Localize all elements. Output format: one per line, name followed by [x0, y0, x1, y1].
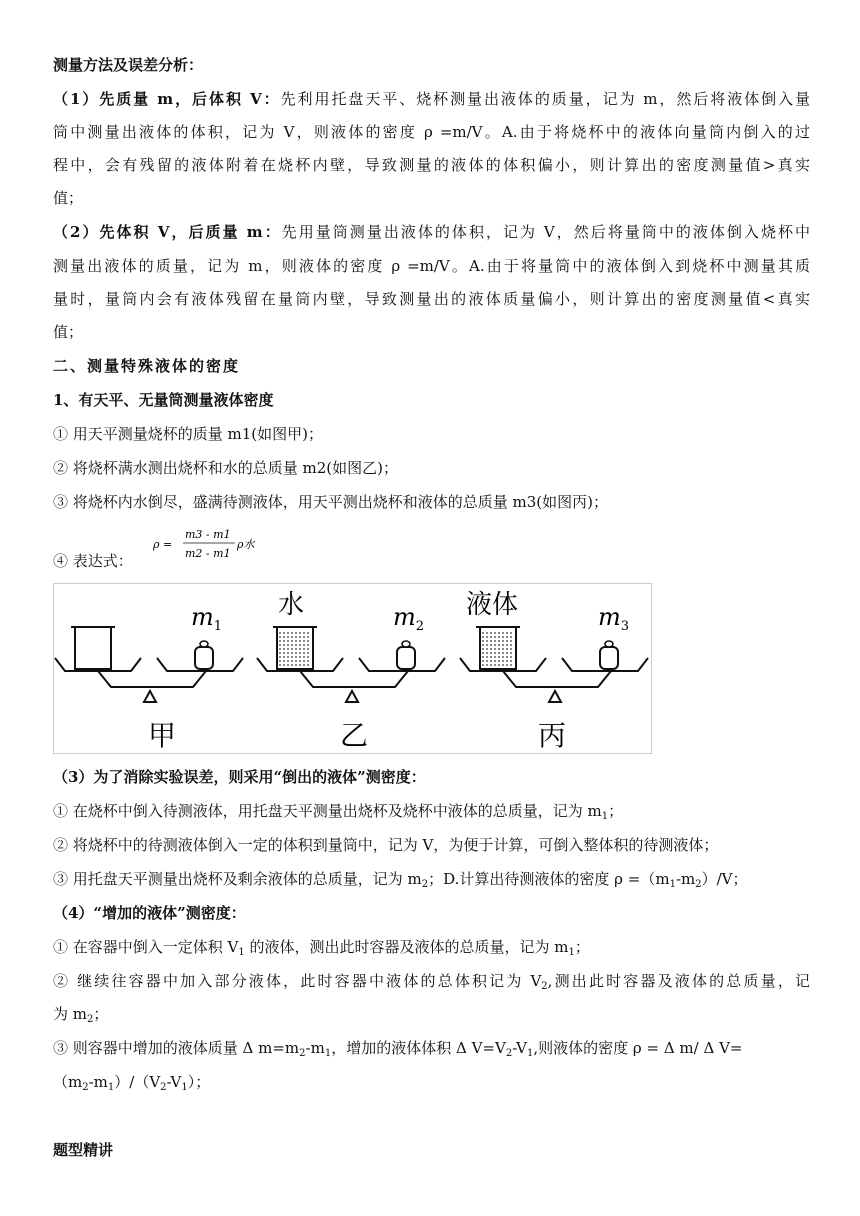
- beaker: [75, 627, 111, 669]
- balance-jia: [55, 627, 243, 702]
- p1-label: （1）先质量 m，后体积 V：: [53, 90, 281, 108]
- p4-step2: ② 继续往容器中加入部分液体，此时容器中液体的总体积记为 $V_2$,测出此时容器及液体的总质量，记: [53, 972, 810, 992]
- p2-line1: [53, 221, 810, 243]
- weight-knob: [200, 641, 208, 647]
- p4-title: （4）“增加的液体”测密度：: [53, 904, 246, 922]
- formula-denominator: m2 - m1: [185, 547, 231, 560]
- pivot: [549, 691, 561, 702]
- beam: [503, 671, 611, 687]
- label-water: 水: [278, 590, 305, 620]
- p4-step3: ③ 则容器中增加的液体质量 Δ $m=m_2-m_1$，增加的液体体积 Δ $V=V_2-V_1$,则液体的密度 ρ = Δ m/ Δ V=: [53, 1039, 743, 1059]
- p1-text1: 先利用托盘天平、烧杯测量出液体的质量，记为 m，然后将液体倒入量: [280, 90, 810, 108]
- p1-line2: 筒中测量出液体的体积，记为 V，则液体的密度 ρ =m/V。A.由于将烧杯中的液体向量筒内倒入的过: [53, 123, 810, 141]
- weight-label-m3: $m_3$: [598, 603, 630, 634]
- p4-step1: ① 在容器中倒入一定体积 $V_1$ 的液体，测出此时容器及液体的总质量，记为 $m_1$；: [53, 938, 590, 958]
- label-liquid: 液体: [466, 590, 519, 620]
- p3-step2: ② 将烧杯中的待测液体倒入一定的体积到量筒中，记为 V，为便于计算，可倒入整体积的待测液体；: [53, 836, 719, 854]
- p2-line4: 值；: [53, 323, 84, 341]
- formula-numerator: m3 - m1: [185, 528, 231, 541]
- formula-rho: ρ =: [153, 538, 173, 551]
- label-yi: 乙: [340, 719, 369, 752]
- weight-knob: [605, 641, 613, 647]
- step-3: ③ 将烧杯内水倒尽，盛满待测液体，用天平测出烧杯和液体的总质量 m3(如图丙)；: [53, 493, 609, 511]
- balance-yi: [257, 627, 445, 702]
- balance-figure: [53, 583, 653, 755]
- p3-title: （3）为了消除实验误差，则采用“倒出的液体”测密度：: [53, 768, 426, 786]
- weight: [397, 647, 415, 669]
- p2-line2: 测量出液体的质量，记为 m，则液体的密度 ρ =m/V。A.由于将量筒中的液体倒入到烧杯中测量其质: [53, 257, 810, 275]
- p4-step3-cont: $(m_2-m_1)/(V_2-V_1)$；: [53, 1073, 211, 1093]
- p2-label: （2）先体积 V，后质量 m：: [53, 223, 282, 241]
- beam: [300, 671, 408, 687]
- weight-knob: [402, 641, 410, 647]
- section-footer: 题型精讲: [53, 1141, 114, 1159]
- weight: [600, 647, 618, 669]
- p1-line3: 程中，会有残留的液体附着在烧杯内壁，导致测量的液体的体积偏小，则计算出的密度测量值>真实: [53, 156, 810, 174]
- subsection-title: 1、有天平、无量筒测量液体密度: [53, 391, 274, 409]
- p2-text1: 先用量筒测量出液体的体积，记为 V，然后将量筒中的液体倒入烧杯中: [281, 223, 810, 241]
- p1-line1: [53, 88, 810, 110]
- weight: [195, 647, 213, 669]
- step-2: ② 将烧杯满水测出烧杯和水的总质量 m2(如图乙)；: [53, 459, 399, 477]
- pivot: [346, 691, 358, 702]
- p3-step3: ③ 用托盘天平测量出烧杯及剩余液体的总质量，记为 $m_2$；D.计算出待测液体的密度 $\rho =(m_1-m_2)/V$；: [53, 870, 748, 890]
- p1-line4: 值；: [53, 189, 84, 207]
- p2-line3: 量时，量筒内会有液体残留在量筒内壁，导致测量出的液体质量偏小，则计算出的密度测量值<真实: [53, 290, 810, 308]
- density-formula: [153, 526, 313, 562]
- weight-label-m2: $m_2$: [393, 603, 425, 634]
- label-jia: 甲: [148, 719, 177, 752]
- p4-step2-cont: 为 $m_2$；: [53, 1005, 109, 1025]
- section-title: 二、测量特殊液体的密度: [53, 357, 241, 375]
- formula-tail: ρ水: [237, 538, 255, 551]
- heading-methods: 测量方法及误差分析：: [53, 56, 204, 74]
- step-4-label: ④ 表达式：: [53, 552, 133, 570]
- beam: [98, 671, 206, 687]
- pivot: [144, 691, 156, 702]
- label-bing: 丙: [538, 719, 567, 752]
- p3-step1: ① 在烧杯中倒入待测液体，用托盘天平测量出烧杯及烧杯中液体的总质量，记为 $m_1$；: [53, 802, 624, 822]
- weight-label-m1: $m_1$: [191, 603, 223, 634]
- step-1: ① 用天平测量烧杯的质量 m1(如图甲)；: [53, 425, 324, 443]
- balance-bing: [460, 627, 648, 702]
